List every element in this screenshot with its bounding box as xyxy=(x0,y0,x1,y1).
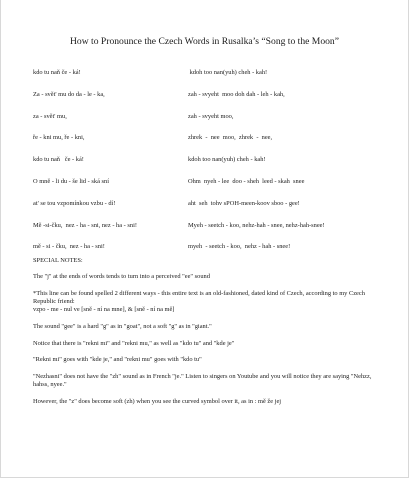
note-paragraph: "Rekni mi" goes with "kde je," and "rekni mu" goes with "kdo tu" xyxy=(33,356,202,364)
document-title: How to Pronounce the Czech Words in Rusalka’s “Song to the Moon” xyxy=(70,36,339,47)
pronunciation-table xyxy=(33,69,383,265)
czech-lyric: mě - si - čku, nez - ha - sni! xyxy=(33,243,105,251)
phonetic-guide: kdoh too nan(yuh) cheh - kah! xyxy=(188,69,268,76)
phonetic-guide: zah - svyeht moo, xyxy=(188,112,234,120)
czech-lyric: za - svět' mu, xyxy=(33,112,67,120)
czech-lyric: Mě -si-čku, nez - ha - sni, nez - ha - sni! xyxy=(33,221,137,229)
note-paragraph: *This line can be found spelled 2 different ways - this entire text is an old-fashioned, dated kind of Czech, according to my Czech Republic friend: xyxy=(33,289,365,305)
phonetic-guide: kdoh too nan(yuh) cheh - kah! xyxy=(188,156,266,164)
pronunciation-row xyxy=(33,91,383,113)
note-paragraph: However, the "z" does become soft (zh) when you see the curved symbol over it, as in : mě že jej xyxy=(33,397,282,405)
phonetic-guide: myeh - seetch - koo, nehz - hah - snee! xyxy=(188,243,291,251)
note-paragraph: The sound "gee" is a hard "g" as in "goat", not a soft "g" as in "giant." xyxy=(33,322,212,330)
pronunciation-row xyxy=(33,113,383,135)
phonetic-guide: aht seh tohv sPOH-meen-koov sboo - gee! xyxy=(188,199,300,207)
phonetic-guide: Ohm nyeh - lee doo - sheh leed - skah snee xyxy=(188,177,305,185)
phonetic-guide: zhrek - nee moo, zhrek - nee, xyxy=(188,134,273,142)
pronunciation-row xyxy=(33,134,383,156)
note-paragraph: Notice that there is "rekni mi" and "rekni mu," as well as "kdo tu" and "kde je" xyxy=(33,339,235,347)
phonetic-guide: zah - svyeht moo doh dah - leh - kah, xyxy=(188,90,285,98)
special-notes xyxy=(33,257,388,414)
note-paragraph: The "j" at the ends of words tends to turn into a perceived "ee" sound xyxy=(33,272,210,280)
notes-heading: SPECIAL NOTES: xyxy=(33,257,83,264)
czech-lyric: O mně - li du - še lid - ská sní xyxy=(33,177,109,185)
czech-lyric: kdo tu naň če - ká! xyxy=(33,156,84,164)
pronunciation-row xyxy=(33,69,383,91)
note-example: vzpo - me - nul ve [sně - ní na mne], & [sně - ní na mě] xyxy=(33,306,175,314)
czech-lyric: ře - kni mu, ře - kni, xyxy=(33,134,85,142)
pronunciation-row xyxy=(33,222,383,244)
czech-lyric: kdo tu naň če - ká! xyxy=(33,69,81,76)
note-paragraph: "Nezhasni" does not have the "zh" sound as in French "je." Listen to singers on Youtube and you will notice they are saying "Nehzz, hahss, nyee." xyxy=(33,372,372,389)
czech-lyric: at' se tou vzpomínkou vzbu - dí! xyxy=(33,199,116,207)
czech-lyric: Za - svět' mu do da - le - ka, xyxy=(33,90,105,98)
pronunciation-row xyxy=(33,200,383,222)
pronunciation-row xyxy=(33,156,383,178)
phonetic-guide: Myeh - seetch - koo, nehz-hah - snee, nehz-hah-snee! xyxy=(188,221,325,229)
pronunciation-row xyxy=(33,178,383,200)
